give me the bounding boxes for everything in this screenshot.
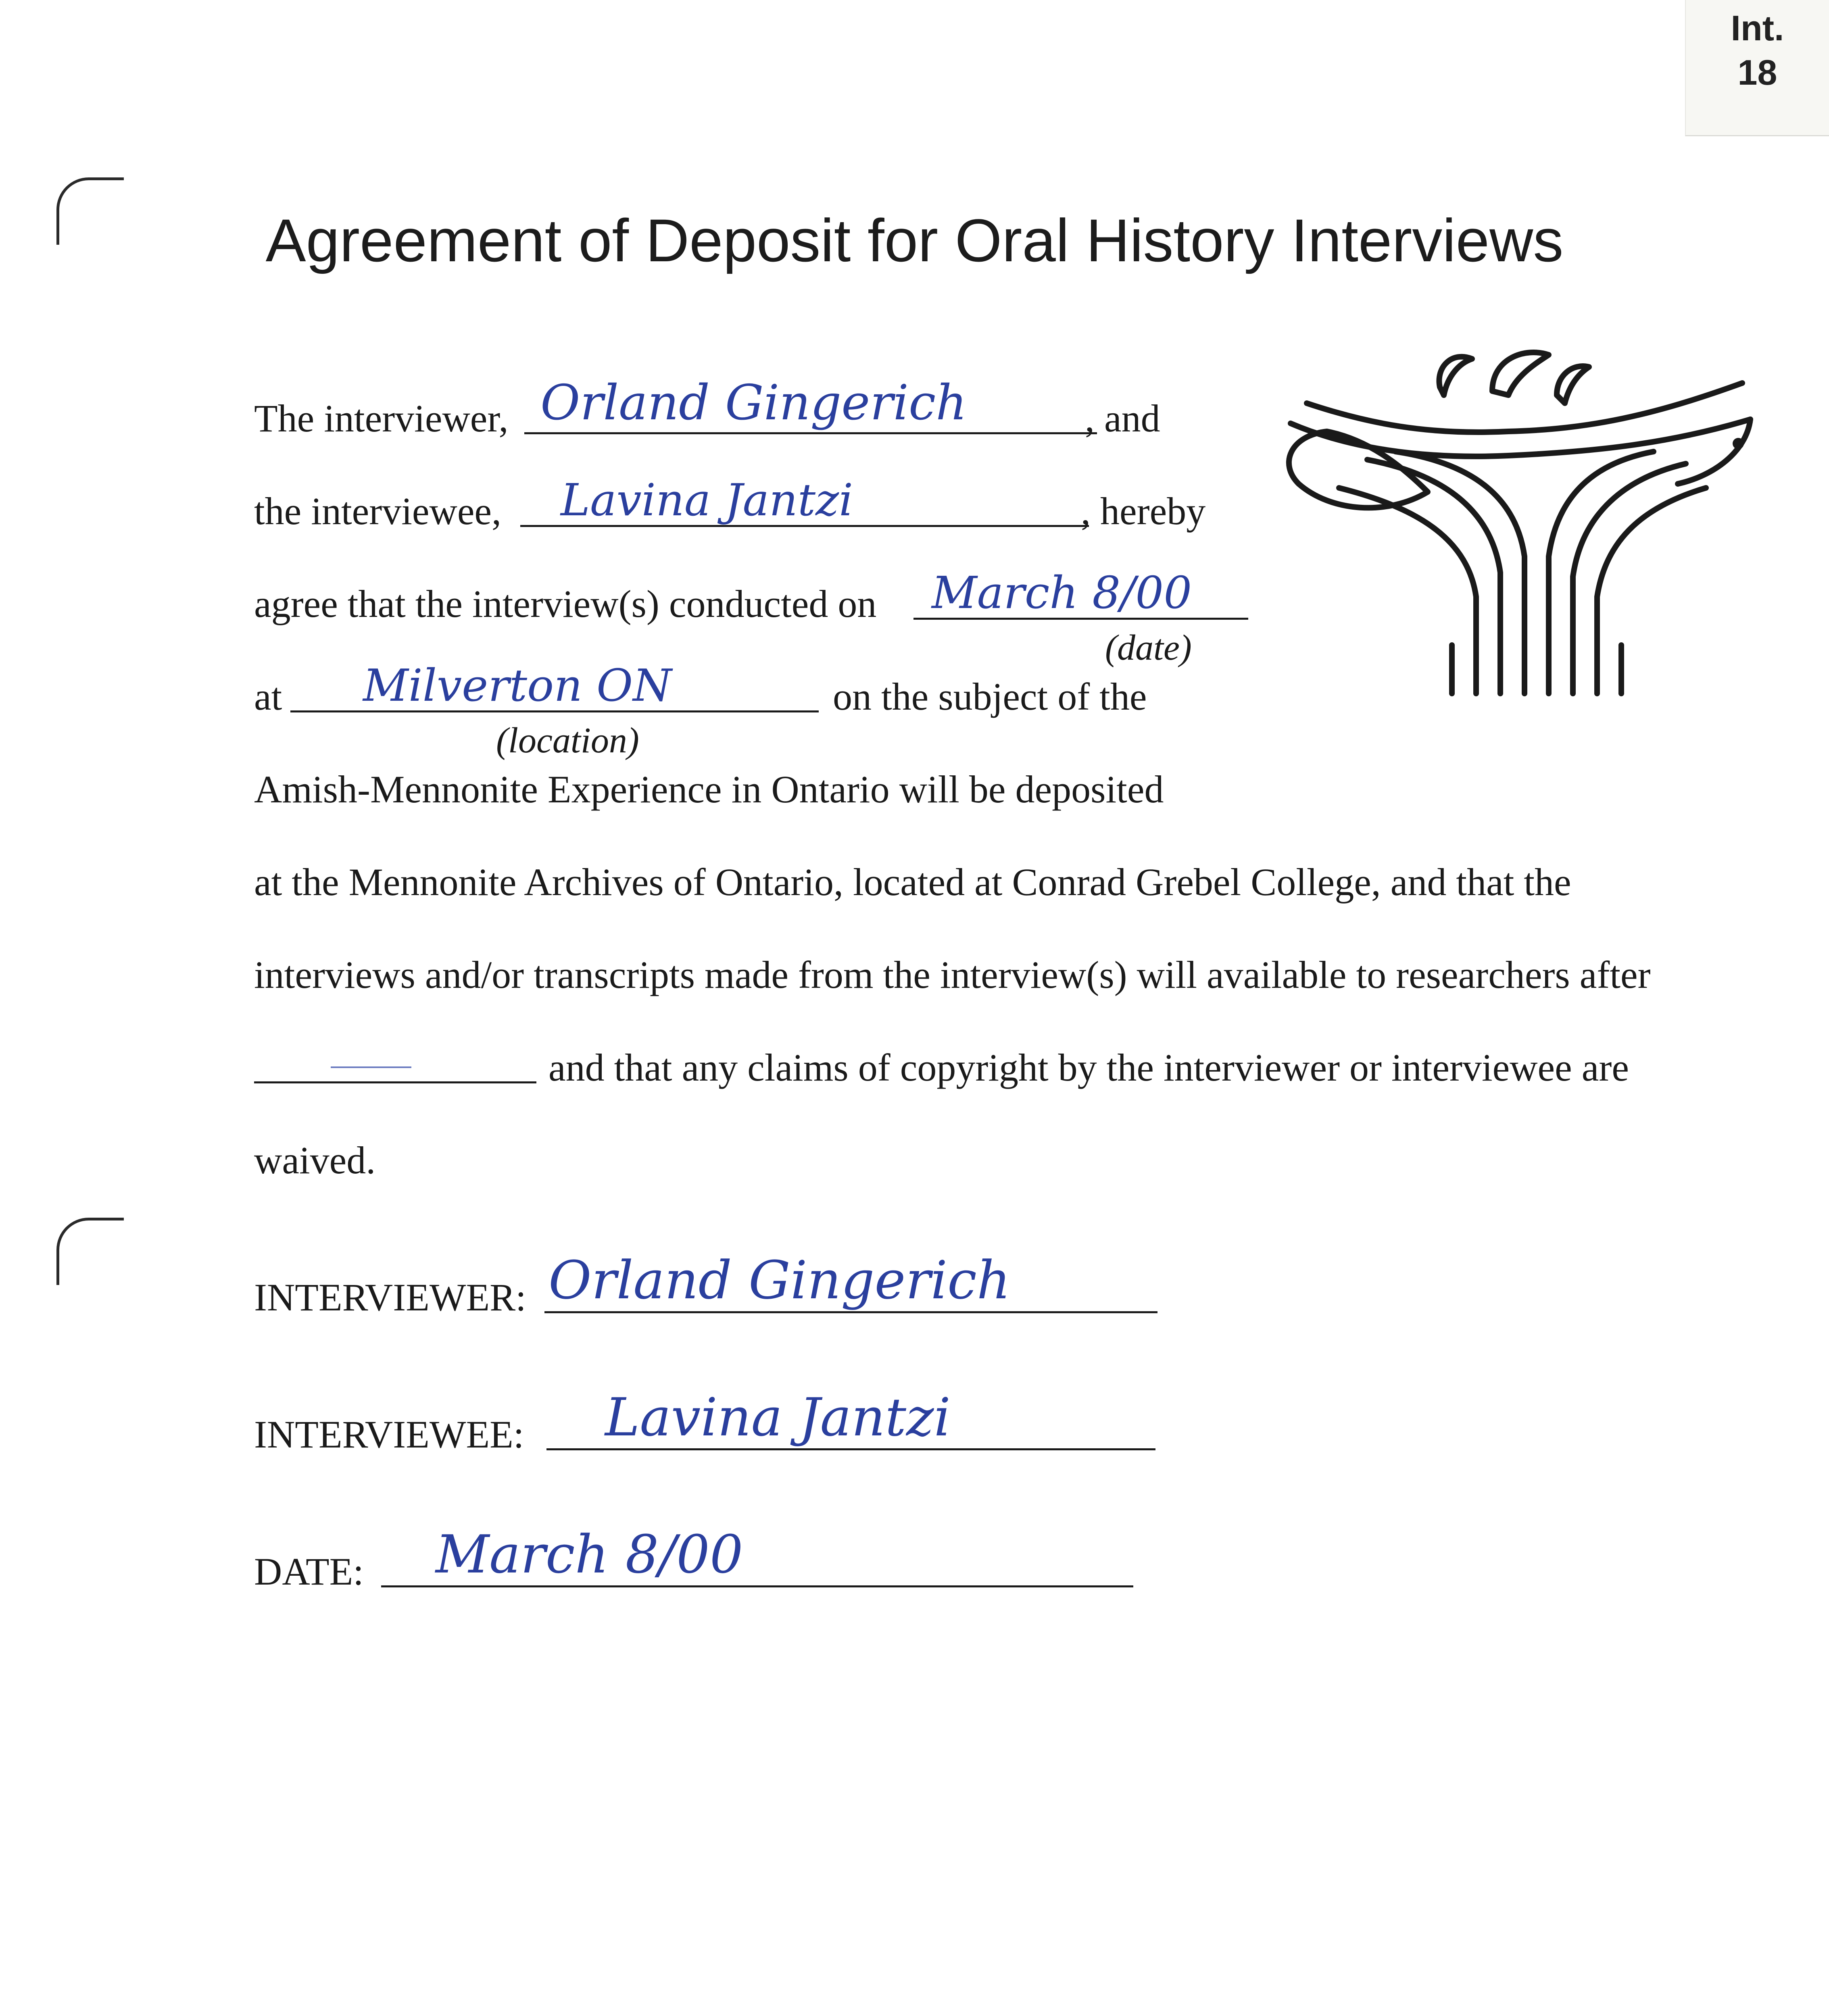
corner-tab-line1: Int. (1731, 8, 1784, 48)
interviewer-label: INTERVIEWER: (254, 1276, 526, 1319)
binder-hole-middle (56, 1218, 124, 1285)
date-caption: (date) (1105, 628, 1192, 668)
line5: Amish-Mennonite Experience in Ontario will be deposited (254, 768, 1164, 811)
corner-tab (1685, 0, 1829, 136)
interview-date-value: March 8/00 (932, 567, 1192, 619)
line1-prefix: The interviewer, (254, 397, 509, 440)
line4-prefix: at (254, 675, 282, 718)
signature-date-line (381, 1585, 1133, 1587)
corner-tab-line2: 18 (1737, 52, 1777, 92)
interviewer-signature-line (544, 1311, 1157, 1313)
interviewer-name-value: Orland Gingerich (540, 375, 967, 431)
availability-dash-mark (331, 1066, 411, 1068)
line8-suffix: and that any claims of copyright by the interviewer or interviewee are (548, 1046, 1629, 1089)
location-value: Milverton ON (363, 660, 672, 711)
interviewee-signature: Lavina Jantzi (605, 1387, 951, 1448)
interviewee-signature-line (546, 1448, 1155, 1450)
line9: waived. (254, 1139, 376, 1182)
interviewee-label: INTERVIEWEE: (254, 1413, 524, 1456)
interviewer-signature: Orland Gingerich (548, 1250, 1011, 1311)
line4-suffix: on the subject of the (833, 675, 1147, 718)
interviewee-name-value: Lavina Jantzi (561, 474, 853, 526)
line2-prefix: the interviewee, (254, 489, 502, 533)
page-title: Agreement of Deposit for Oral History Interviews (265, 206, 1564, 274)
interviewer-name-line (524, 432, 1097, 434)
line7: interviews and/or transcripts made from the interview(s) will available to researchers after (254, 953, 1651, 996)
availability-date-line (254, 1081, 536, 1083)
line1-suffix: , and (1085, 397, 1160, 440)
line6: at the Mennonite Archives of Ontario, located at Conrad Grebel College, and that the (254, 860, 1571, 904)
signature-date-value: March 8/00 (436, 1524, 743, 1585)
line2-suffix: , hereby (1081, 489, 1206, 533)
line3-prefix: agree that the interview(s) conducted on (254, 582, 877, 625)
location-caption: (location) (496, 721, 639, 760)
date-label: DATE: (254, 1550, 364, 1593)
flower-logo (1266, 331, 1758, 718)
